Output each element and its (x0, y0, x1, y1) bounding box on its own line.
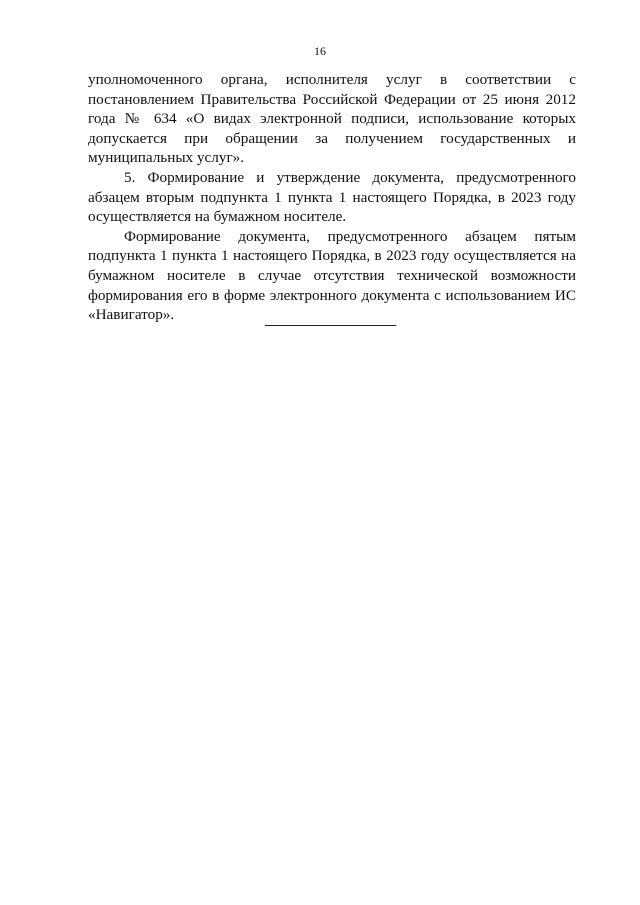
document-body (88, 70, 576, 325)
paragraph-navigator: Формирование документа, предусмотренного абзацем пятым подпункта 1 пункта 1 настоящего Порядка, в 2023 году осуществляется на бумажном носителе в случае отсутствия технической возможности формирования его в форме электронного документа с использованием ИС «Навигатор». (88, 227, 576, 324)
end-of-text-rule (265, 325, 396, 326)
page-number: 16 (314, 44, 326, 58)
paragraph-item-5: 5. Формирование и утверждение документа, предусмотренного абзацем вторым подпункта 1 пункта 1 настоящего Порядка, в 2023 году осуществляется на бумажном носителе. (88, 168, 576, 226)
paragraph-continuation: уполномоченного органа, исполнителя услуг в соответствии с постановлением Правительства Российской Федерации от 25 июня 2012 года № 634 «О видах электронной подписи, использование которых допускается при обращении за получением государственных и муниципальных услуг». (88, 71, 576, 167)
